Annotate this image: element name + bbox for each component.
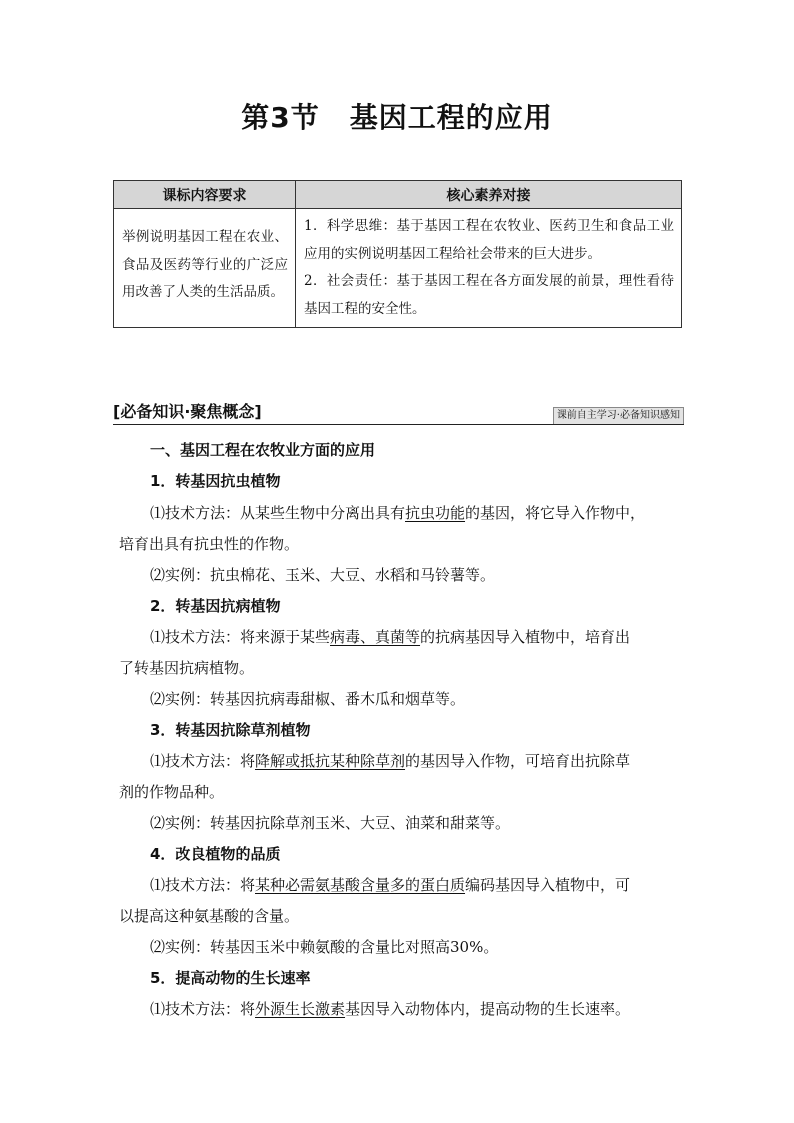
method-line: ⑴技术方法：将降解或抵抗某种除草剂的基因导入作物，可培育出抗除草 (150, 752, 631, 770)
method-line-cont: 以提高这种氨基酸的含量。 (119, 907, 300, 925)
table-header-requirements: 课标内容要求 (114, 181, 296, 209)
competency-item: 2．社会责任：基于基因工程在各方面发展的前景，理性看待基因工程的安全性。 (304, 273, 674, 317)
subheading-growth-rate: 5．提高动物的生长速率 (150, 969, 311, 987)
method-line: ⑴技术方法：将某种必需氨基酸含量多的蛋白质编码基因导入植物中，可 (150, 876, 631, 894)
section-name: 基因工程的应用 (349, 101, 553, 134)
table-header-competencies: 核心素养对接 (296, 181, 682, 209)
method-line-cont: 剂的作物品种。 (119, 783, 225, 801)
section-number: 第3节 (241, 101, 320, 134)
method-line-cont: 了转基因抗病植物。 (119, 659, 255, 677)
subheading-insect-resistant: 1．转基因抗虫植物 (150, 472, 281, 490)
standards-table (113, 180, 682, 328)
section-heading: [必备知识·聚焦概念] (113, 402, 262, 421)
key-term: 抗虫功能 (405, 504, 466, 522)
key-term: 降解或抵抗某种除草剂 (255, 752, 406, 770)
method-line-cont: 培育出具有抗虫性的作物。 (119, 535, 300, 553)
subheading-quality: 4．改良植物的品质 (150, 845, 281, 863)
section-tag: 课前自主学习·必备知识感知 (553, 407, 684, 424)
section-header (113, 402, 684, 425)
page-title (0, 96, 794, 136)
subheading-herbicide-resistant: 3．转基因抗除草剂植物 (150, 721, 311, 739)
subheading-disease-resistant: 2．转基因抗病植物 (150, 597, 281, 615)
example-line: ⑵实例：转基因玉米中赖氨酸的含量比对照高30%。 (150, 938, 499, 956)
method-line: ⑴技术方法：将来源于某些病毒、真菌等的抗病基因导入植物中，培育出 (150, 628, 631, 646)
table-row (114, 209, 682, 328)
competency-item: 1．科学思维：基于基因工程在农牧业、医药卫生和食品工业应用的实例说明基因工程给社会带来的巨大进步。 (304, 218, 674, 262)
competency-cell (296, 209, 682, 328)
example-line: ⑵实例：转基因抗病毒甜椒、番木瓜和烟草等。 (150, 690, 466, 708)
example-line: ⑵实例：抗虫棉花、玉米、大豆、水稻和马铃薯等。 (150, 566, 496, 584)
method-line: ⑴技术方法：将外源生长激素基因导入动物体内，提高动物的生长速率。 (150, 1000, 631, 1018)
requirement-cell: 举例说明基因工程在农业、食品及医药等行业的广泛应用改善了人类的生活品质。 (114, 209, 296, 328)
key-term: 外源生长激素 (255, 1000, 346, 1018)
method-line: ⑴技术方法：从某些生物中分离出具有抗虫功能的基因，将它导入作物中， (150, 504, 646, 522)
example-line: ⑵实例：转基因抗除草剂玉米、大豆、油菜和甜菜等。 (150, 814, 511, 832)
key-term: 某种必需氨基酸含量多的蛋白质 (255, 876, 466, 894)
table-header-row (114, 181, 682, 209)
heading-agriculture: 一、基因工程在农牧业方面的应用 (150, 441, 376, 459)
key-term: 病毒、真菌等 (330, 628, 421, 646)
